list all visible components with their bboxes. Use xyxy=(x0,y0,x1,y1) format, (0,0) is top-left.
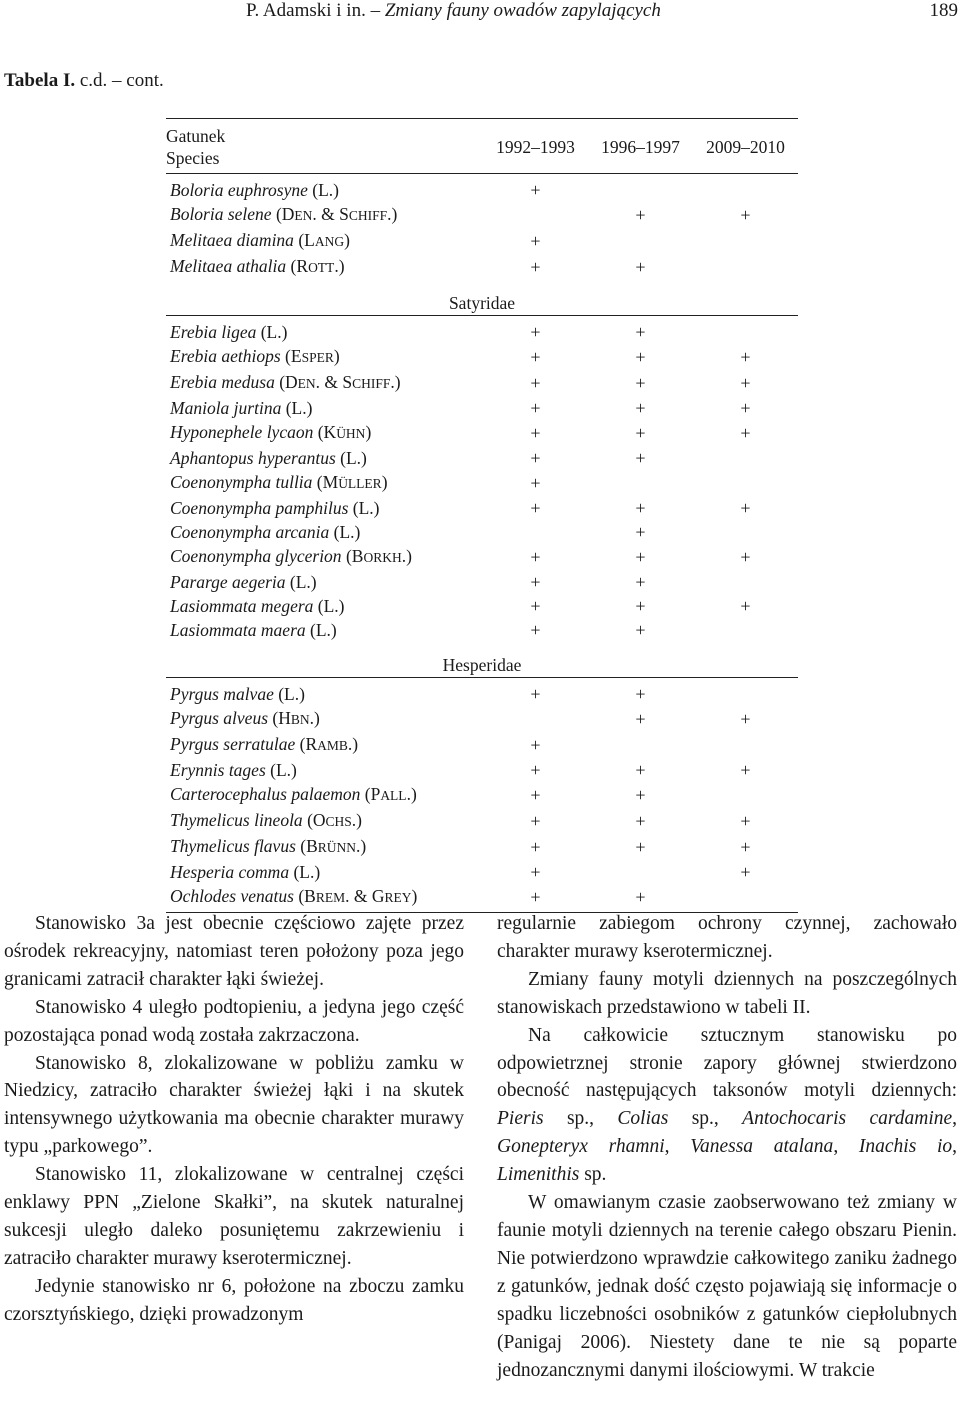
presence-mark: + xyxy=(635,811,646,831)
header-dash: – xyxy=(370,0,381,21)
presence-mark xyxy=(693,254,798,280)
table-row xyxy=(166,808,798,834)
species-binomial: Pyrgus malvae xyxy=(170,684,274,704)
table-row xyxy=(166,420,798,446)
species-authority: (L.) xyxy=(312,180,339,200)
species-binomial: Coenonympha pamphilus xyxy=(170,498,349,518)
presence-mark: + xyxy=(740,347,751,367)
species-authority: (L.) xyxy=(270,760,297,780)
paragraph: regularnie zabiegom ochrony czynnej, zachowało charakter murawy kserotermicznej. xyxy=(497,913,957,962)
paragraph-text: sp., xyxy=(566,1108,595,1130)
species-authority: (KÜHN) xyxy=(317,422,372,442)
presence-mark: + xyxy=(530,620,541,640)
species-table xyxy=(166,118,798,913)
paragraph: W omawianym czasie zaobserwowano też zmiany w faunie motyli dziennych na terenie całego obszaru Pienin. Nie potwierdzono wprawdzie całkowitego zaniku żadnego z gatunków, jednak dość często pojawiają się informacje o spadku liczebności osobników z gatunków ciepłolubnych (Panigaj 2006). Niestety dane te nie są poparte jednozancznymi danymi ilościowymi. W trakcie xyxy=(497,1192,957,1381)
presence-mark: + xyxy=(635,547,646,567)
presence-mark: + xyxy=(635,498,646,518)
table-row xyxy=(166,254,798,280)
table-group-top xyxy=(166,174,798,281)
presence-mark: + xyxy=(530,684,541,704)
presence-mark xyxy=(693,520,798,544)
table-row xyxy=(166,202,798,228)
species-authority: (OCHS.) xyxy=(307,810,362,830)
species-name xyxy=(166,202,483,228)
column-header-year-2: 1996–1997 xyxy=(588,119,693,174)
presence-mark: + xyxy=(740,423,751,443)
header-authors: P. Adamski i in. xyxy=(246,0,366,21)
paragraph: Zmiany fauny motyli dziennych na poszczególnych stanowiskach przedstawiono w tabeli II. xyxy=(497,968,957,1018)
presence-mark: + xyxy=(740,498,751,518)
column-header-species-en: Species xyxy=(166,148,220,168)
presence-mark: + xyxy=(483,884,588,913)
species-authority: (L.) xyxy=(317,596,345,616)
presence-mark: + xyxy=(635,373,646,393)
presence-mark: + xyxy=(635,205,646,225)
table-row xyxy=(166,228,798,254)
presence-mark: + xyxy=(530,347,541,367)
header-title: Zmiany fauny owadów zapylających xyxy=(384,0,661,21)
presence-mark: + xyxy=(740,837,751,857)
presence-mark: + xyxy=(635,760,646,780)
presence-mark: + xyxy=(530,837,541,857)
presence-mark: + xyxy=(530,322,541,342)
presence-mark: + xyxy=(740,862,751,882)
table-row xyxy=(166,678,798,707)
presence-mark: + xyxy=(635,709,646,729)
table-row xyxy=(166,706,798,732)
taxon-name: Colias xyxy=(617,1108,669,1130)
species-authority: (ESPER) xyxy=(285,346,340,366)
presence-mark: + xyxy=(740,398,751,418)
presence-mark: + xyxy=(635,398,646,418)
species-name xyxy=(166,446,483,470)
species-binomial: Coenonympha tullia xyxy=(170,472,313,492)
family-hesperidae xyxy=(166,642,798,678)
table-row xyxy=(166,344,798,370)
presence-mark xyxy=(588,860,693,884)
presence-mark: + xyxy=(530,423,541,443)
presence-mark: + xyxy=(530,231,541,251)
presence-mark: + xyxy=(740,760,751,780)
species-authority: (DEN. & SCHIFF.) xyxy=(279,372,401,392)
species-binomial: Erebia ligea xyxy=(170,322,257,342)
species-name xyxy=(166,344,483,370)
running-title xyxy=(246,0,661,22)
text-column-left xyxy=(4,910,464,1329)
paragraph: Stanowisko 8, zlokalizowane w pobliżu zamku w Niedzicy, zatraciło charakter świeżej łąki i na skutek intensywnego użytkowania ma obecnie charakter murawy typu „parkowego”. xyxy=(4,1052,464,1158)
species-name xyxy=(166,782,483,808)
species-binomial: Hyponephele lycaon xyxy=(170,422,314,442)
table-row xyxy=(166,570,798,594)
species-name xyxy=(166,618,483,642)
species-authority: (HBN.) xyxy=(272,708,320,728)
species-authority: (L.) xyxy=(278,684,305,704)
table-row xyxy=(166,470,798,496)
species-authority: (ROTT.) xyxy=(290,256,345,276)
presence-mark xyxy=(693,618,798,642)
species-binomial: Ochlodes venatus xyxy=(170,886,294,906)
presence-mark: + xyxy=(530,398,541,418)
taxon-name: Inachis io xyxy=(858,1136,953,1158)
species-name xyxy=(166,706,483,732)
species-authority: (L.) xyxy=(333,522,361,542)
table-row xyxy=(166,782,798,808)
presence-mark xyxy=(693,570,798,594)
species-name xyxy=(166,316,483,345)
table-row xyxy=(166,860,798,884)
species-binomial: Melitaea athalia xyxy=(170,256,287,276)
taxon-name: Gonepteryx rhamni xyxy=(497,1136,665,1158)
species-binomial: Coenonympha glycerion xyxy=(170,546,342,566)
presence-mark xyxy=(483,706,588,732)
presence-mark: + xyxy=(530,760,541,780)
species-authority: (DEN. & SCHIFF.) xyxy=(275,204,398,224)
species-authority: (BREM. & GREY) xyxy=(298,886,418,906)
presence-mark: + xyxy=(635,572,646,592)
presence-mark: + xyxy=(530,547,541,567)
table-row xyxy=(166,520,798,544)
taxon-name: Vanessa atalana xyxy=(690,1136,834,1158)
species-binomial: Erynnis tages xyxy=(170,760,266,780)
presence-mark xyxy=(693,678,798,707)
paragraph: Stanowisko 3a jest obecnie częściowo zajęte przez ośrodek rekreacyjny, natomiast teren położony poza jego granicami zatracił charakter łąki świeżej. xyxy=(4,913,464,990)
taxon-name: Antochocaris cardamine xyxy=(742,1108,953,1130)
presence-mark: + xyxy=(635,684,646,704)
presence-mark: + xyxy=(740,596,751,616)
species-binomial: Pyrgus serratulae xyxy=(170,734,296,754)
species-name xyxy=(166,732,483,758)
species-name xyxy=(166,834,483,860)
presence-mark: + xyxy=(530,785,541,805)
column-header-species-pl: Gatunek xyxy=(166,126,226,146)
species-name xyxy=(166,544,483,570)
table-row xyxy=(166,544,798,570)
presence-mark xyxy=(693,446,798,470)
paragraph: Jedynie stanowisko nr 6, położone na zboczu zamku czorsztyńskiego, dzięki prowadzonym xyxy=(4,1275,464,1325)
paragraph-text: sp., xyxy=(691,1108,719,1130)
species-name xyxy=(166,594,483,618)
species-authority: (BORKH.) xyxy=(345,546,412,566)
species-authority: (PALL.) xyxy=(364,784,417,804)
species-authority: (BRÜNN.) xyxy=(300,836,367,856)
species-name xyxy=(166,570,483,594)
species-binomial: Hesperia comma xyxy=(170,862,290,882)
paragraph-text: sp. xyxy=(584,1164,607,1186)
species-name xyxy=(166,470,483,496)
species-binomial: Thymelicus lineola xyxy=(170,810,303,830)
species-authority: (L.) xyxy=(293,862,321,882)
table-caption xyxy=(4,70,164,92)
species-name xyxy=(166,370,483,396)
presence-mark: + xyxy=(530,373,541,393)
presence-mark: + xyxy=(588,884,693,913)
species-binomial: Maniola jurtina xyxy=(170,398,282,418)
presence-mark xyxy=(693,470,798,496)
table-row xyxy=(166,446,798,470)
presence-mark: + xyxy=(635,257,646,277)
presence-mark xyxy=(693,316,798,345)
presence-mark xyxy=(693,228,798,254)
presence-mark: + xyxy=(530,448,541,468)
table-row xyxy=(166,174,798,203)
species-binomial: Lasiommata maera xyxy=(170,620,306,640)
presence-mark: + xyxy=(530,257,541,277)
presence-mark: + xyxy=(635,423,646,443)
presence-mark: + xyxy=(530,498,541,518)
table-group-satyridae xyxy=(166,316,798,643)
presence-mark: + xyxy=(530,572,541,592)
species-binomial: Lasiommata megera xyxy=(170,596,314,616)
running-header xyxy=(0,0,960,26)
species-binomial: Thymelicus flavus xyxy=(170,836,296,856)
species-name xyxy=(166,228,483,254)
presence-mark: + xyxy=(635,522,646,542)
family-label-satyridae: Satyridae xyxy=(166,280,798,316)
paragraph: Stanowisko 11, zlokalizowane w centralnej części enklawy PPN „Zielone Skałki”, na skutek naturalnej sukcesji uległo daleko posuniętemu zakrzewieniu i zatraciło charakter murawy kserotermicznej. xyxy=(4,1164,464,1269)
table-group-hesperidae xyxy=(166,678,798,913)
species-name xyxy=(166,758,483,782)
presence-mark xyxy=(693,782,798,808)
species-binomial: Boloria euphrosyne xyxy=(170,180,308,200)
presence-mark: + xyxy=(635,322,646,342)
species-name xyxy=(166,396,483,420)
species-binomial: Pyrgus alveus xyxy=(170,708,269,728)
presence-mark xyxy=(693,174,798,203)
family-label-hesperidae: Hesperidae xyxy=(166,642,798,678)
taxon-name: Pieris xyxy=(497,1108,544,1130)
species-authority: (MÜLLER) xyxy=(316,472,388,492)
species-name xyxy=(166,174,483,203)
presence-mark: + xyxy=(740,547,751,567)
presence-mark: + xyxy=(740,709,751,729)
species-authority: (L.) xyxy=(310,620,337,640)
family-satyridae xyxy=(166,280,798,316)
presence-mark: + xyxy=(530,862,541,882)
text-column-right xyxy=(497,910,957,1384)
paragraph-text: Na całkowicie sztucznym stanowisku po odpowietrznej stronie zapory głównej stwierdzono obecność następujących taksonów motyli dziennych: xyxy=(497,1024,957,1102)
presence-mark: + xyxy=(635,596,646,616)
species-name xyxy=(166,520,483,544)
presence-mark xyxy=(483,520,588,544)
species-binomial: Coenonympha arcania xyxy=(170,522,330,542)
presence-mark: + xyxy=(740,205,751,225)
species-binomial: Melitaea diamina xyxy=(170,230,294,250)
table-row xyxy=(166,884,798,913)
presence-mark: + xyxy=(740,811,751,831)
table-row xyxy=(166,594,798,618)
species-name xyxy=(166,808,483,834)
table-row xyxy=(166,618,798,642)
page-number: 189 xyxy=(929,0,958,21)
column-header-year-3: 2009–2010 xyxy=(693,119,798,174)
table-row xyxy=(166,758,798,782)
presence-mark: + xyxy=(635,837,646,857)
presence-mark: + xyxy=(530,596,541,616)
species-name xyxy=(166,678,483,707)
table-row xyxy=(166,370,798,396)
table-row xyxy=(166,396,798,420)
table-row xyxy=(166,732,798,758)
presence-mark: + xyxy=(530,180,541,200)
species-name xyxy=(166,420,483,446)
presence-mark xyxy=(693,884,798,913)
presence-mark: + xyxy=(530,811,541,831)
presence-mark: + xyxy=(635,448,646,468)
presence-mark xyxy=(588,470,693,496)
species-binomial: Boloria selene xyxy=(170,204,272,224)
presence-mark: + xyxy=(635,347,646,367)
species-name xyxy=(166,254,483,280)
paragraph: Stanowisko 4 uległo podtopieniu, a jedyna jego część pozostająca ponad wodą została zakrzaczona. xyxy=(4,996,464,1046)
paragraph: Na całkowicie sztucznym stanowisku po odpowietrznej stronie zapory głównej stwierdzono obecność następujących taksonów motyli dziennych: Pieris sp., Colias sp., Antochocaris cardamine, Gonepteryx rhamni, Vanessa atalana, Inachis io, Limenithis sp. xyxy=(497,1024,958,1186)
species-binomial: Carterocephalus palaemon xyxy=(170,784,361,804)
species-authority: (L.) xyxy=(285,398,313,418)
presence-mark xyxy=(588,732,693,758)
species-binomial: Erebia medusa xyxy=(170,372,275,392)
presence-mark: + xyxy=(530,473,541,493)
species-name xyxy=(166,884,483,913)
species-authority: (L.) xyxy=(260,322,288,342)
species-binomial: Aphantopus hyperantus xyxy=(170,448,336,468)
species-authority: (RAMB.) xyxy=(299,734,359,754)
table-row xyxy=(166,834,798,860)
table-caption-continuation: c.d. – cont. xyxy=(79,70,164,91)
presence-mark xyxy=(588,228,693,254)
species-authority: (LANG) xyxy=(298,230,350,250)
species-binomial: Erebia aethiops xyxy=(170,346,281,366)
presence-mark: + xyxy=(530,735,541,755)
column-header-year-1: 1992–1993 xyxy=(483,119,588,174)
table-row xyxy=(166,496,798,520)
species-authority: (L.) xyxy=(352,498,380,518)
species-name xyxy=(166,860,483,884)
presence-mark xyxy=(483,202,588,228)
species-name xyxy=(166,496,483,520)
column-header-species xyxy=(166,119,483,174)
table-row xyxy=(166,316,798,345)
presence-mark xyxy=(693,732,798,758)
species-authority: (L.) xyxy=(289,572,317,592)
presence-mark: + xyxy=(740,373,751,393)
species-binomial: Pararge aegeria xyxy=(170,572,286,592)
presence-mark xyxy=(588,174,693,203)
presence-mark: + xyxy=(635,785,646,805)
table-caption-label: Tabela I. xyxy=(4,70,76,91)
taxon-name: Limenithis xyxy=(497,1164,580,1186)
presence-mark: + xyxy=(635,620,646,640)
species-authority: (L.) xyxy=(340,448,367,468)
